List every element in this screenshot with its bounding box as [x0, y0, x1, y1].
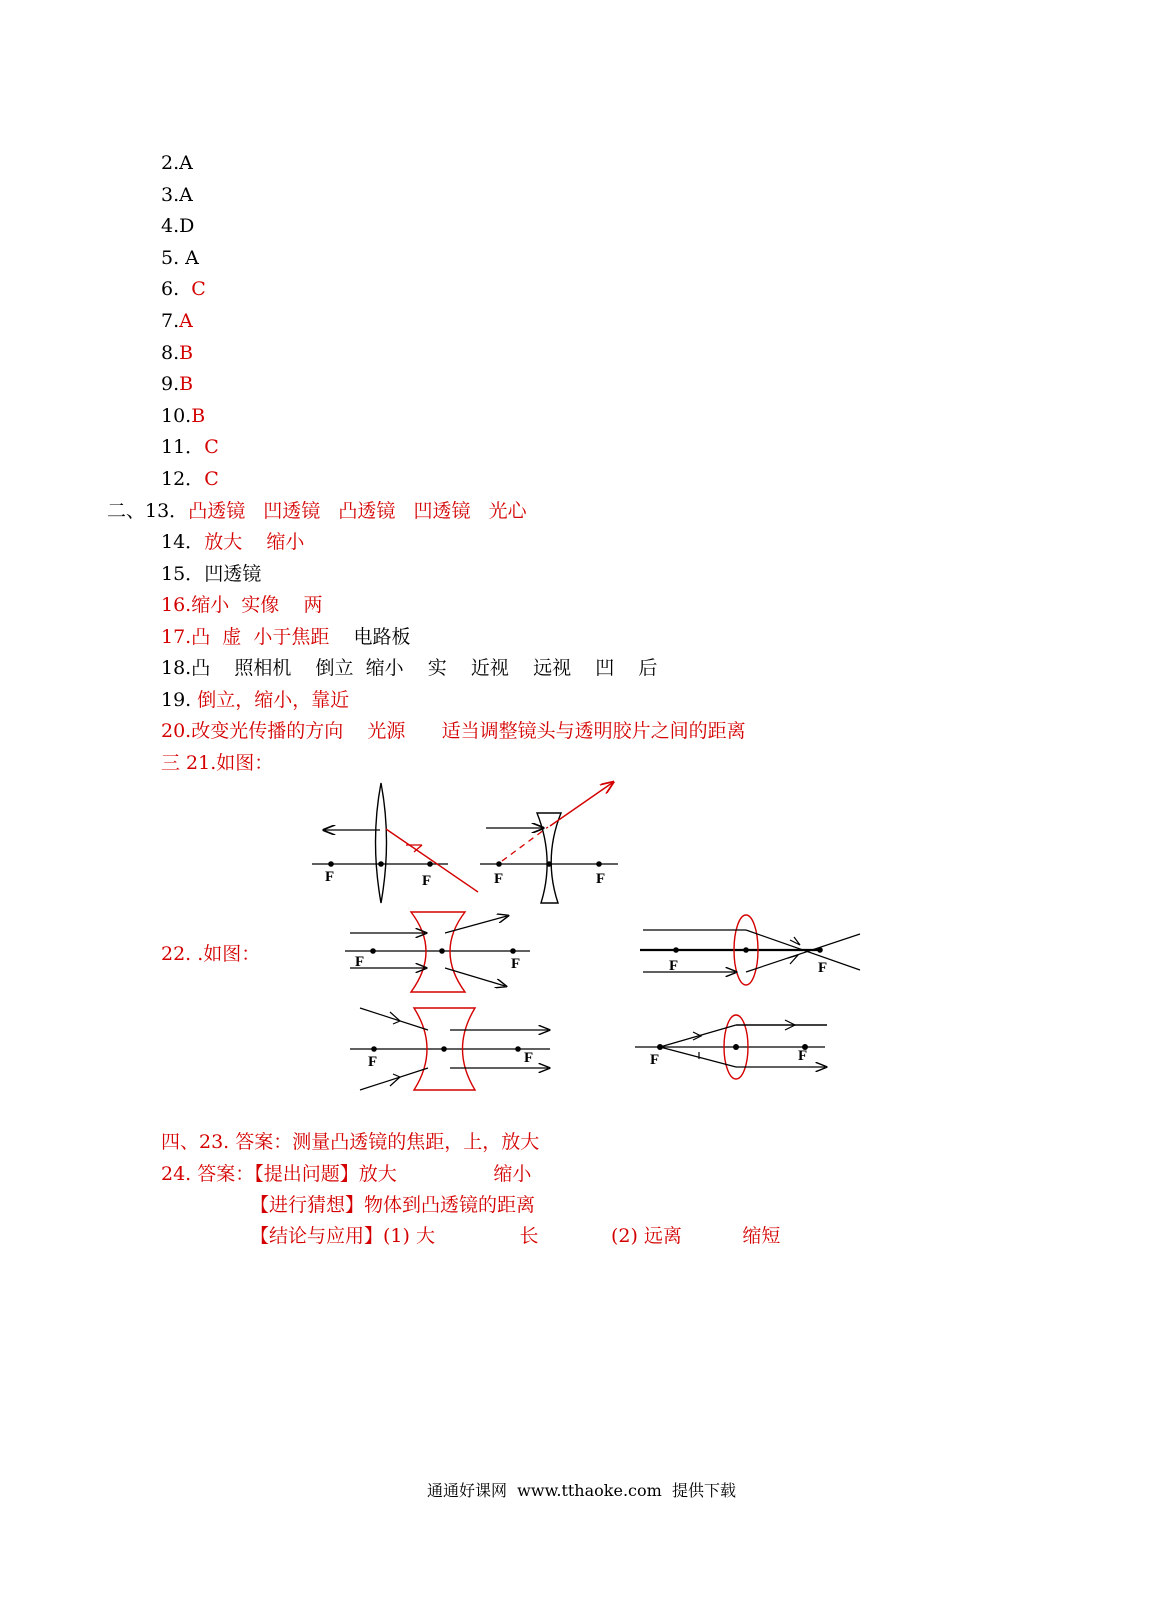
focus-left [371, 1046, 377, 1052]
focus-point-right [427, 861, 433, 867]
answer-19 [161, 688, 349, 712]
label-focus-right-2: F [596, 871, 606, 887]
choice-number: 7. [161, 310, 180, 332]
choice-answer-row [161, 183, 193, 207]
refracted-ray-lower [746, 934, 860, 972]
answer-17-black-text: 电路板 [329, 626, 411, 648]
label-focus-left: F [325, 869, 335, 885]
answer-14-text: 放大 缩小 [204, 531, 305, 553]
answer-13 [107, 499, 527, 523]
choice-answer-row [161, 404, 205, 428]
dashed-extension-red [502, 827, 548, 861]
choice-answer: A [179, 152, 193, 174]
choice-answer-row [161, 341, 193, 365]
label-focus-left: F [355, 954, 365, 970]
choice-answer: C [204, 468, 219, 490]
choice-answer-row [161, 435, 219, 459]
choice-number: 2. [161, 152, 180, 174]
focus-point-left-2 [496, 861, 502, 867]
answer-15-number: 15． [161, 563, 205, 585]
answer-24-line-2: 【进行猜想】物体到凸透镜的距离 [250, 1194, 536, 1216]
focus-right [510, 948, 516, 954]
answer-14 [161, 530, 304, 554]
concave-lens-red [411, 912, 465, 992]
label-focus-left: F [650, 1052, 660, 1068]
answer-20: 20.改变光传播的方向 光源 适当调整镜头与透明胶片之间的距离 [161, 720, 746, 742]
choice-answer: B [179, 373, 194, 395]
refracted-ray-lower [445, 968, 505, 986]
choice-number: 8. [161, 342, 180, 364]
choice-number: 5. [161, 247, 186, 269]
optical-center [439, 948, 445, 954]
incident-ray-upper [360, 1008, 428, 1030]
answer-17 [161, 625, 411, 649]
answer-13-text: 凸透镜 凹透镜 凸透镜 凹透镜 光心 [188, 500, 527, 522]
label-focus-right: F [511, 956, 521, 972]
label-focus-right: F [818, 960, 828, 976]
focus-left [370, 948, 376, 954]
focus-left [673, 947, 679, 953]
answer-13-number: 二、13． [107, 500, 189, 522]
choice-number: 10. [161, 405, 192, 427]
figure-21-concave-lens [480, 783, 618, 903]
figure-22-convex-lens-bottom [635, 1012, 830, 1084]
choice-answer: A [185, 247, 199, 269]
arrow-mark-upper [790, 937, 800, 945]
refracted-ray-red [386, 829, 478, 892]
label-focus-left: F [669, 958, 679, 974]
figure-22-concave-lens-top [345, 908, 530, 996]
convex-lens-outline [376, 783, 387, 903]
figure-21-convex-lens [312, 783, 478, 903]
focus-point-right-2 [596, 861, 602, 867]
answer-24-line-1: 24. 答案：【提出问题】放大 缩小 [161, 1163, 532, 1185]
choice-number: 12． [161, 468, 205, 490]
answer-19-number: 19. [161, 689, 198, 711]
optical-center [733, 1044, 739, 1050]
choice-answer-row [161, 467, 219, 491]
answer-14-number: 14． [161, 531, 205, 553]
answer-17-red-text: 17.凸 虚 小于焦距 [161, 626, 330, 648]
figure-21-lens-diagrams [300, 775, 630, 910]
choice-number: 3. [161, 184, 180, 206]
choice-answer-row [161, 151, 193, 175]
answer-16: 16.缩小 实像 两 [161, 594, 323, 616]
choice-answer: B [179, 342, 194, 364]
arrow-mark-lower [788, 955, 798, 964]
answer-15-text: 凹透镜 [204, 563, 262, 585]
answer-15 [161, 562, 261, 586]
figure-22-concave-lens-bottom [350, 1004, 555, 1094]
label-focus-right: F [524, 1050, 534, 1066]
label-focus-right: F [422, 873, 432, 889]
page-footer: 通通好课网 www.tthaoke.com 提供下载 [427, 1481, 736, 1500]
answer-19-text: 倒立，缩小，靠近 [197, 689, 350, 711]
label-focus-left-2: F [494, 871, 504, 887]
refracted-ray-red-2 [550, 783, 612, 826]
refracted-ray-upper [445, 916, 507, 933]
answer-18: 18.凸 照相机 倒立 缩小 实 近视 远视 凹 后 [161, 657, 658, 679]
choice-answer: A [179, 310, 193, 332]
optical-center [743, 947, 749, 953]
focus-right [515, 1046, 521, 1052]
choice-answer-row [161, 214, 194, 238]
figure-22-convex-lens-top [640, 910, 865, 990]
choice-number: 4. [161, 215, 180, 237]
choice-answer: C [191, 278, 206, 300]
choice-number: 6. [161, 278, 192, 300]
choice-number: 9. [161, 373, 180, 395]
answer-22-heading: 22. .如图： [161, 943, 261, 965]
answer-24-line-3: 【结论与应用】(1) 大 长 (2) 远离 缩短 [250, 1225, 781, 1247]
answer-21-heading: 三 21.如图： [161, 752, 274, 774]
focus-point-left [328, 861, 334, 867]
optical-center [378, 861, 384, 867]
choice-answer-row [161, 309, 193, 333]
choice-answer: D [179, 215, 195, 237]
choice-number: 11． [161, 436, 205, 458]
optical-center-2 [546, 861, 552, 867]
choice-answer: B [191, 405, 206, 427]
optical-center [441, 1046, 447, 1052]
label-focus-left: F [368, 1054, 378, 1070]
choice-answer-row [161, 372, 193, 396]
choice-answer-row [161, 277, 206, 301]
answer-23: 四、23. 答案：测量凸透镜的焦距，上，放大 [161, 1131, 540, 1153]
label-focus-right: F [798, 1048, 808, 1064]
incident-ray-lower [360, 1068, 428, 1090]
choice-answer-row [161, 246, 199, 270]
concave-lens-outline [537, 813, 561, 903]
choice-answer: A [179, 184, 193, 206]
choice-answer: C [204, 436, 219, 458]
